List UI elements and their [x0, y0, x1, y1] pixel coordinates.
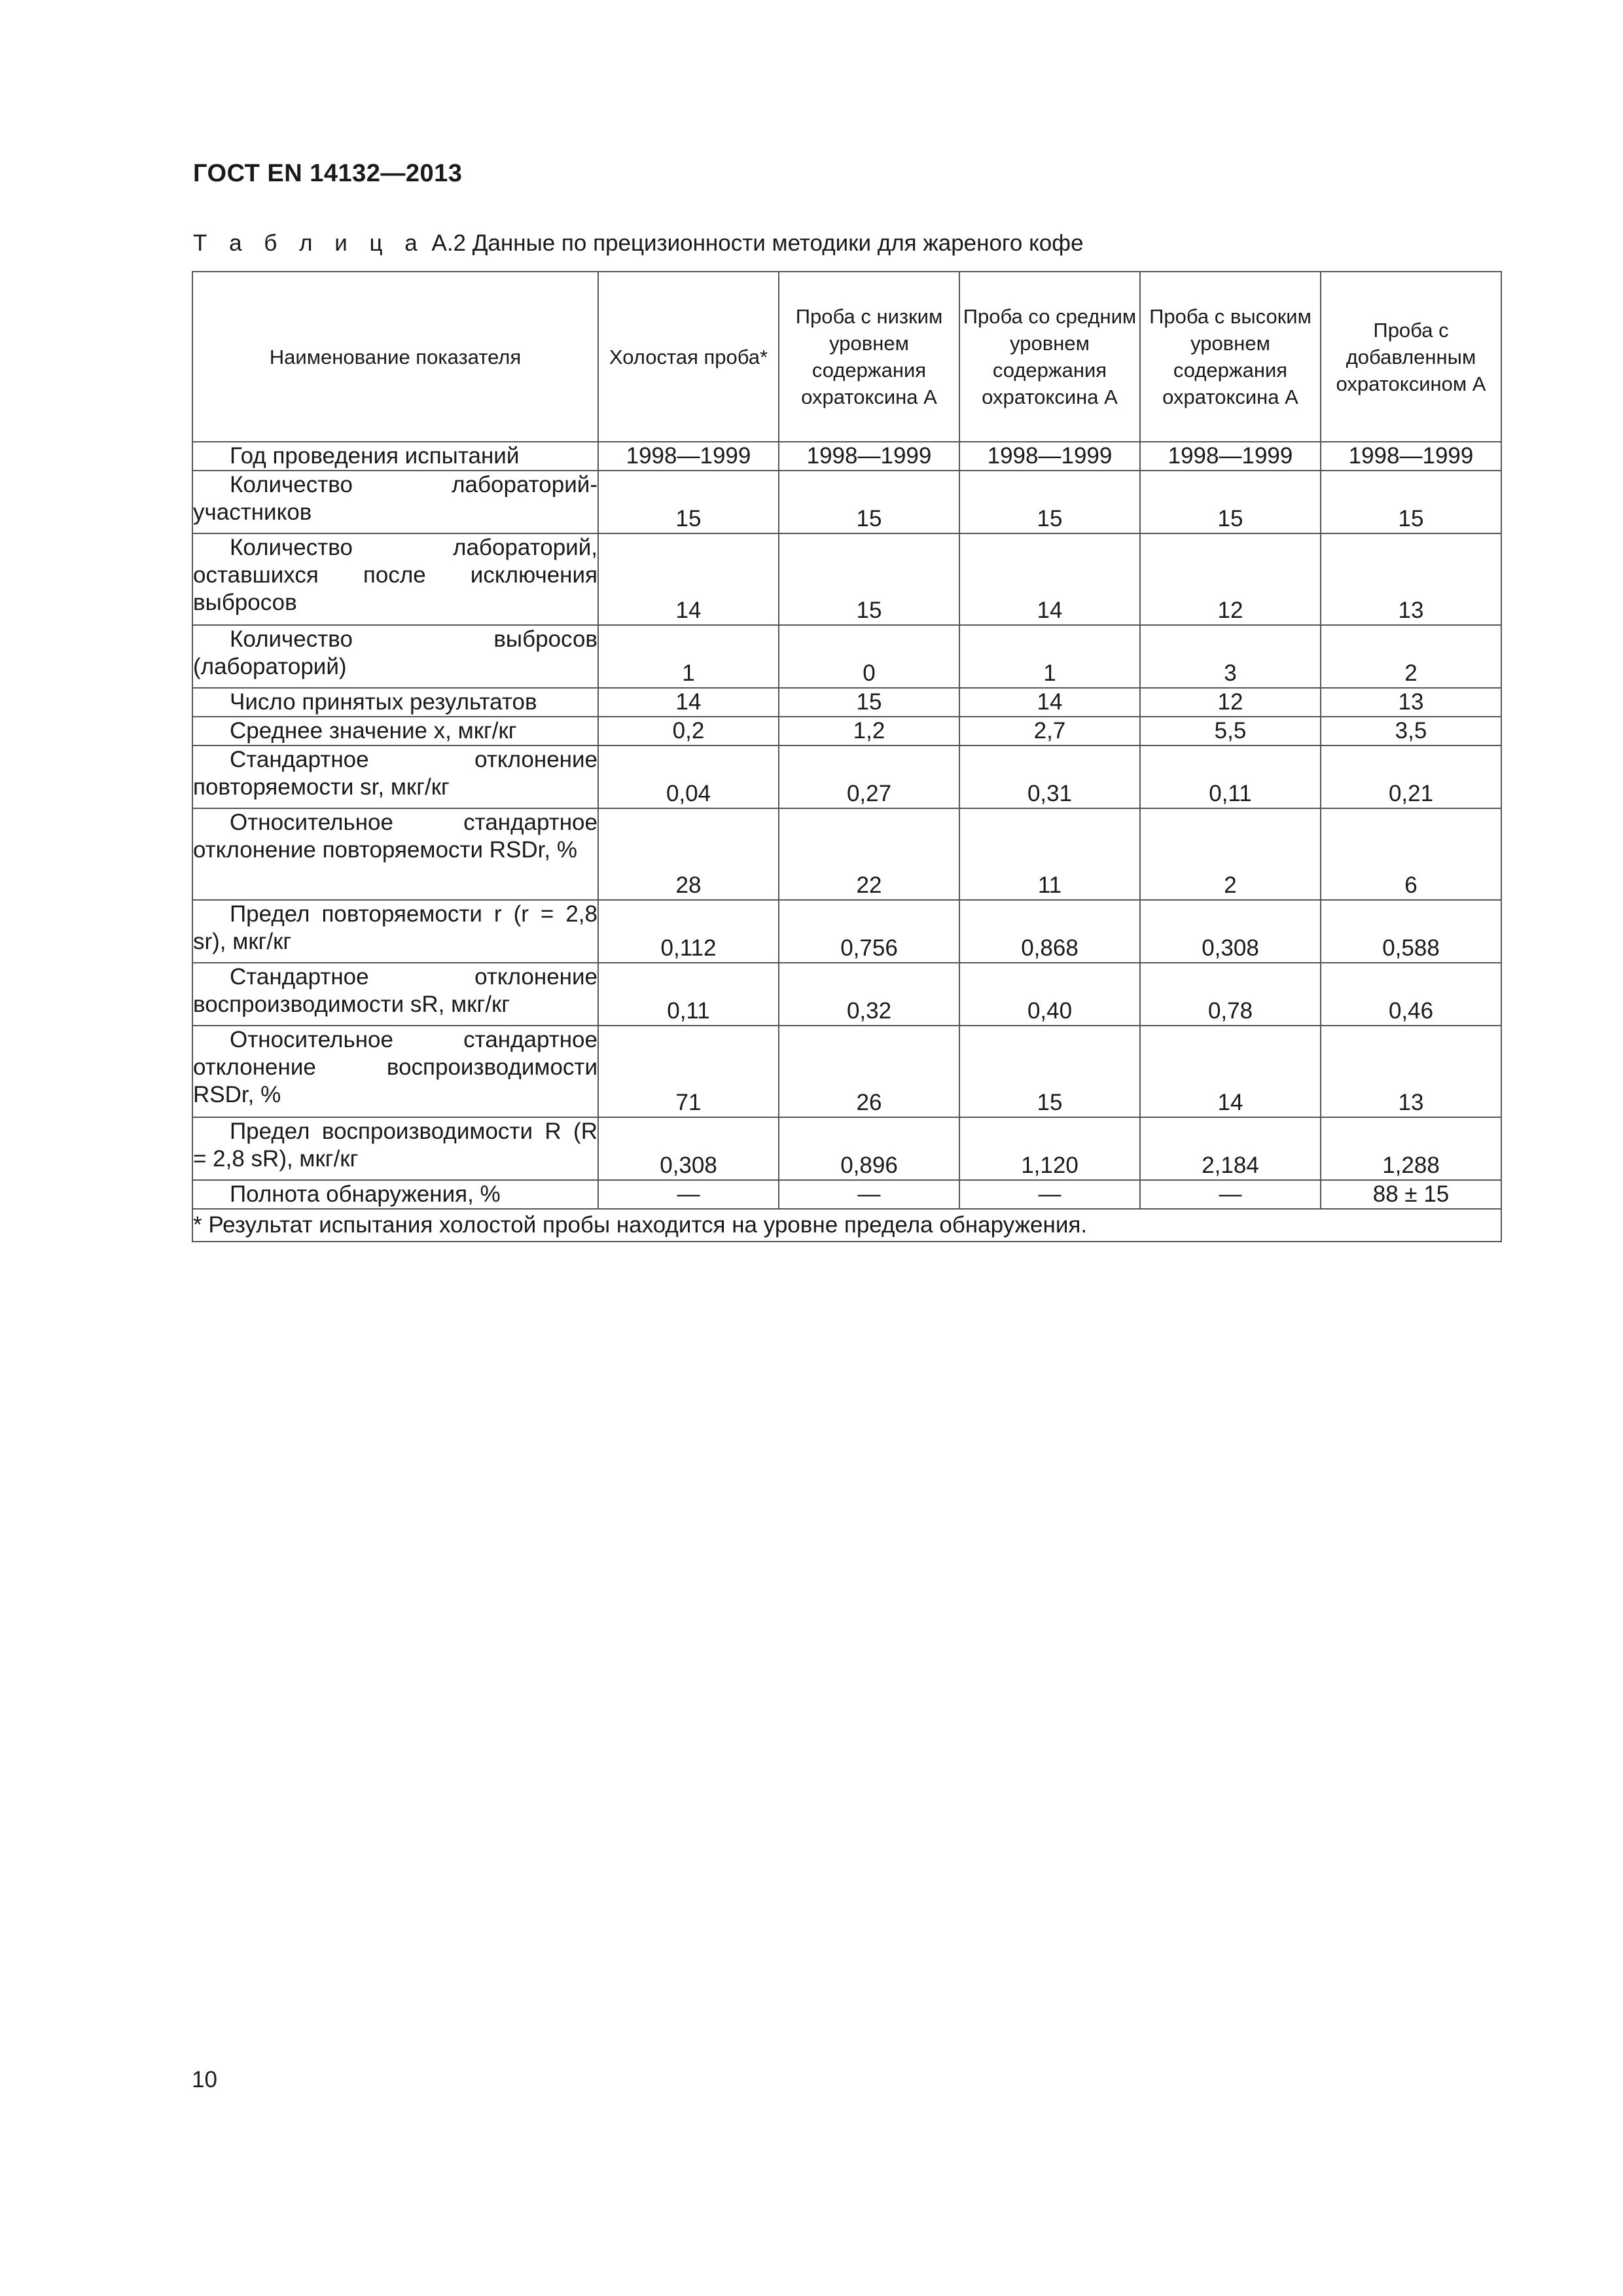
table-cell: 15 — [779, 533, 959, 625]
table-row — [192, 1117, 1501, 1180]
caption-prefix: Т а б л и ц а — [193, 230, 425, 256]
document-header: ГОСТ EN 14132—2013 — [193, 160, 463, 187]
table-cell: 1,2 — [779, 717, 959, 745]
table-cell: 15 — [1140, 471, 1321, 533]
row-label: Предел повторяемости r (r = 2,8 sr), мкг/кг — [192, 900, 598, 963]
table-cell: 1,288 — [1321, 1117, 1501, 1180]
table-cell: 11 — [959, 808, 1140, 900]
table-cell: 0,21 — [1321, 745, 1501, 808]
table-cell: 0,78 — [1140, 963, 1321, 1026]
row-label: Количество выбросов (лабораторий) — [192, 625, 598, 688]
table-cell: 13 — [1321, 1026, 1501, 1117]
table-cell: 88 ± 15 — [1321, 1180, 1501, 1209]
table-caption — [193, 230, 1084, 257]
table-cell: 22 — [779, 808, 959, 900]
table-cell: 1998—1999 — [1140, 442, 1321, 471]
table-cell: 0,2 — [598, 717, 779, 745]
table-cell: 71 — [598, 1026, 779, 1117]
table-cell: 13 — [1321, 533, 1501, 625]
table-row — [192, 963, 1501, 1026]
table-cell: 2,7 — [959, 717, 1140, 745]
row-label: Количество лабораторий-участников — [192, 471, 598, 533]
table-cell: 15 — [779, 688, 959, 717]
table-row — [192, 1180, 1501, 1209]
table-cell: — — [779, 1180, 959, 1209]
table-cell: 15 — [598, 471, 779, 533]
table-cell: 1998—1999 — [598, 442, 779, 471]
table-cell: 0,11 — [1140, 745, 1321, 808]
row-label: Предел воспроизводимости R (R = 2,8 sR), мкг/кг — [192, 1117, 598, 1180]
table-cell: — — [1140, 1180, 1321, 1209]
column-header: Проба с добавленным охратоксином А — [1321, 272, 1501, 442]
table-cell: 0,31 — [959, 745, 1140, 808]
row-label: Год проведения испытаний — [192, 442, 598, 471]
column-header: Наименование показателя — [192, 272, 598, 442]
table-row — [192, 533, 1501, 625]
table-cell: 0,112 — [598, 900, 779, 963]
table-cell: 6 — [1321, 808, 1501, 900]
row-label: Число принятых результатов — [192, 688, 598, 717]
table-cell: 28 — [598, 808, 779, 900]
table-cell: 0 — [779, 625, 959, 688]
precision-table — [192, 271, 1502, 1242]
row-label: Среднее значение x, мкг/кг — [192, 717, 598, 745]
table-cell: 1998—1999 — [1321, 442, 1501, 471]
table-cell: 0,308 — [598, 1117, 779, 1180]
table-row — [192, 745, 1501, 808]
table-header-row — [192, 272, 1501, 442]
row-label: Полнота обнаружения, % — [192, 1180, 598, 1209]
table-cell: 5,5 — [1140, 717, 1321, 745]
table-cell: 14 — [959, 688, 1140, 717]
table-cell: 26 — [779, 1026, 959, 1117]
table-cell: 14 — [598, 533, 779, 625]
row-label: Стандартное отклонение воспроизводимости sR, мкг/кг — [192, 963, 598, 1026]
table-row — [192, 717, 1501, 745]
footnote-row — [192, 1209, 1501, 1242]
table-cell: 2 — [1321, 625, 1501, 688]
caption-number: А.2 — [431, 230, 467, 256]
table-cell: 0,896 — [779, 1117, 959, 1180]
table-cell: — — [598, 1180, 779, 1209]
table-cell: 3 — [1140, 625, 1321, 688]
table-cell: 0,40 — [959, 963, 1140, 1026]
table-cell: 15 — [1321, 471, 1501, 533]
table-row — [192, 808, 1501, 900]
table-row — [192, 625, 1501, 688]
table-cell: 0,756 — [779, 900, 959, 963]
table-cell: 14 — [1140, 1026, 1321, 1117]
table-cell: 15 — [779, 471, 959, 533]
footnote: * Результат испытания холостой пробы находится на уровне предела обнаружения. — [192, 1209, 1501, 1242]
table-cell: 0,588 — [1321, 900, 1501, 963]
table-cell: 0,32 — [779, 963, 959, 1026]
column-header: Проба со средним уровнем содержания охратоксина А — [959, 272, 1140, 442]
table-cell: 14 — [959, 533, 1140, 625]
table-cell: 0,308 — [1140, 900, 1321, 963]
table-row — [192, 471, 1501, 533]
table-cell: 2,184 — [1140, 1117, 1321, 1180]
table-row — [192, 442, 1501, 471]
table-cell: 1998—1999 — [779, 442, 959, 471]
column-header: Проба с высоким уровнем содержания охратоксина А — [1140, 272, 1321, 442]
table-cell: 0,11 — [598, 963, 779, 1026]
table-cell: 1 — [959, 625, 1140, 688]
row-label: Относительное стандартное отклонение воспроизводимости RSDr, % — [192, 1026, 598, 1117]
column-header: Проба с низким уровнем содержания охратоксина А — [779, 272, 959, 442]
page-number: 10 — [192, 2067, 217, 2092]
row-label: Количество лабораторий, оставшихся после исключения выбросов — [192, 533, 598, 625]
table-cell: 1 — [598, 625, 779, 688]
table-row — [192, 688, 1501, 717]
table-cell: 0,04 — [598, 745, 779, 808]
table-cell: 15 — [959, 1026, 1140, 1117]
table-cell: 0,868 — [959, 900, 1140, 963]
row-label: Относительное стандартное отклонение повторяемости RSDr, % — [192, 808, 598, 900]
caption-title: Данные по прецизионности методики для жареного кофе — [472, 230, 1084, 256]
column-header: Холостая проба* — [598, 272, 779, 442]
table-cell: — — [959, 1180, 1140, 1209]
table-row — [192, 1026, 1501, 1117]
table-cell: 1,120 — [959, 1117, 1140, 1180]
table-cell: 13 — [1321, 688, 1501, 717]
table-row — [192, 900, 1501, 963]
table-cell: 12 — [1140, 688, 1321, 717]
row-label: Стандартное отклонение повторяемости sr, мкг/кг — [192, 745, 598, 808]
table-cell: 12 — [1140, 533, 1321, 625]
table-cell: 1998—1999 — [959, 442, 1140, 471]
table-cell: 0,27 — [779, 745, 959, 808]
table-cell: 3,5 — [1321, 717, 1501, 745]
table-cell: 14 — [598, 688, 779, 717]
table-cell: 15 — [959, 471, 1140, 533]
table-cell: 2 — [1140, 808, 1321, 900]
table-cell: 0,46 — [1321, 963, 1501, 1026]
